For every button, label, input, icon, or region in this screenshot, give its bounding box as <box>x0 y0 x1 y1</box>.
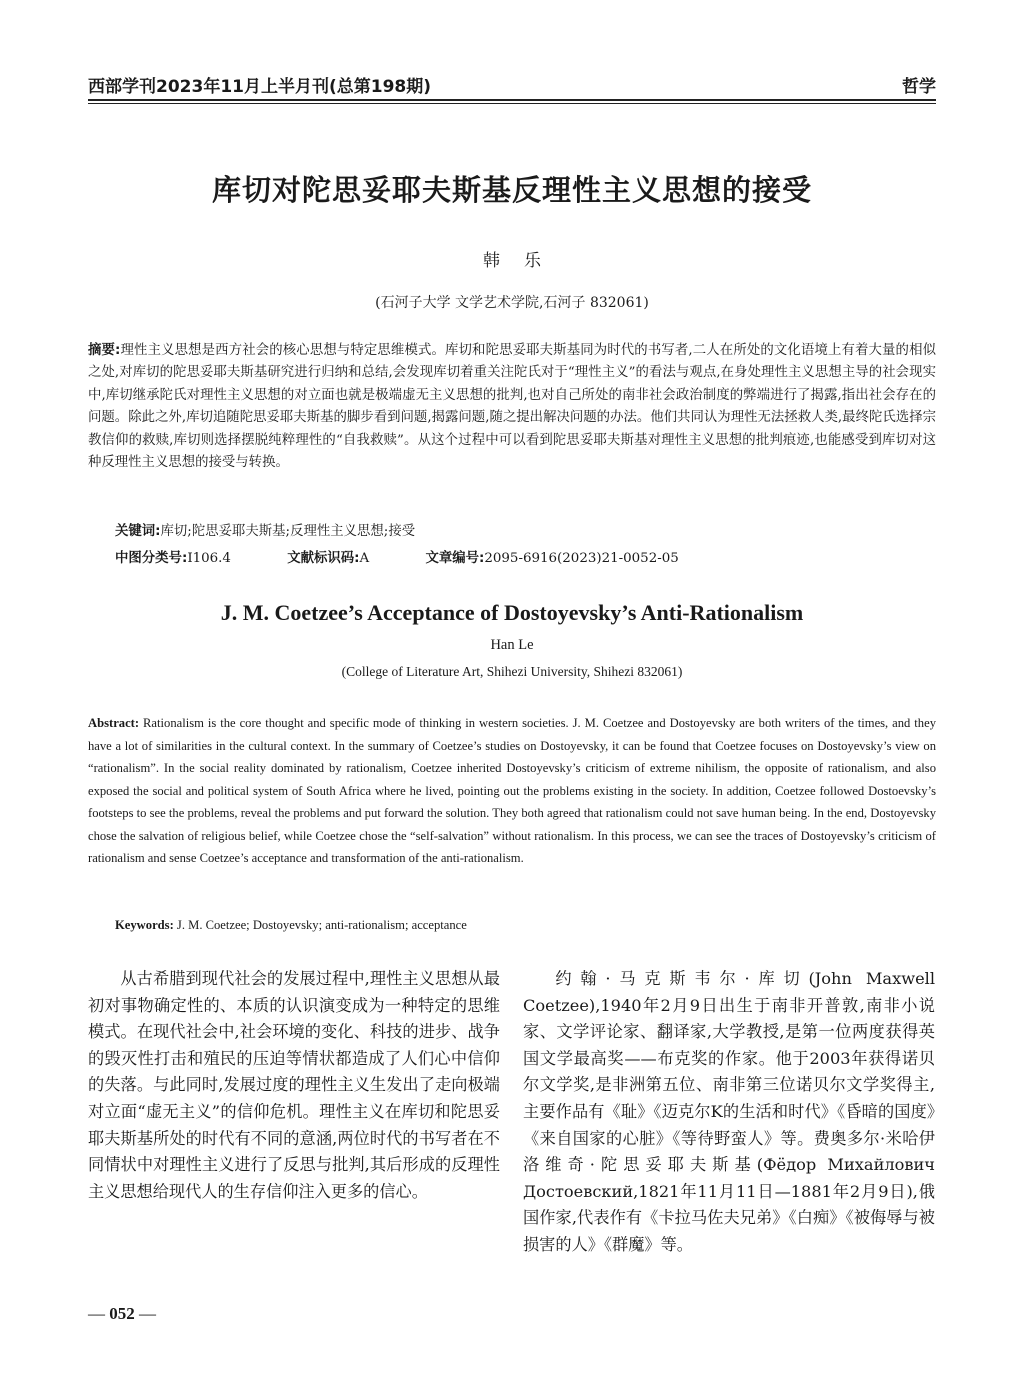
abstract-cn-label: 摘要: <box>88 343 121 358</box>
page-number: — 052 — <box>88 1304 156 1323</box>
abstract-en <box>88 712 936 870</box>
abstract-cn <box>88 340 936 474</box>
keywords-cn-label: 关键词: <box>115 524 161 539</box>
keywords-en-text: J. M. Coetzee; Dostoyevsky; anti-rationalism; acceptance <box>176 918 467 932</box>
doc-code-value: A <box>359 551 370 566</box>
doc-code-label: 文献标识码: <box>287 551 360 566</box>
keywords-en-label: Keywords: <box>115 918 174 932</box>
article-no-item <box>425 551 678 566</box>
header-rule-thin <box>88 103 936 104</box>
author-cn: 韩乐 <box>483 251 565 271</box>
clc-item <box>115 551 231 566</box>
abstract-en-label: Abstract: <box>88 716 140 730</box>
body-column-right: 约翰·马克斯韦尔·库切(John Maxwell Coetzee),1940年2月9日出生于南非开普敦,南非小说家、文学评论家、翻译家,大学教授,是第一位两度获得英国文学最高奖——布克奖的作家。他于2003年获得诺贝尔文学奖,是非洲第五位、南非第三位诺贝尔文学奖得主,主要作品有《耻》《迈克尔K的生活和时代》《昏暗的国度》《来自国家的心脏》《等待野蛮人》等。费奥多尔·米哈伊洛维奇·陀思妥耶夫斯基(Фёдор Михайлович Достоевский,1821年11月11日—1881年2月9日),俄国作家,代表作有《卡拉马佐夫兄弟》《白痴》《被侮辱与被损害的人》《群魔》等。 <box>523 969 935 1254</box>
keywords-cn-text: 库切;陀思妥耶夫斯基;反理性主义思想;接受 <box>160 524 416 539</box>
abstract-cn-text: 理性主义思想是西方社会的核心思想与特定思维模式。库切和陀思妥耶夫斯基同为时代的书写者,二人在所处的文化语境上有着大量的相似之处,对库切的陀思妥耶夫斯基研究进行归纳和总结,会发现库切着重关注陀氏对于“理性主义”的看法与观点,在身处理性主义思想主导的社会现实中,库切继承陀氏对理性主义思想的对立面也就是极端虚无主义思想的批判,也对自己所处的南非社会政治制度的弊端进行了揭露,指出社会存在的问题。除此之外,库切追随陀思妥耶夫斯基的脚步看到问题,揭露问题,随之提出解决问题的办法。他们共同认为理性无法拯救人类,最终陀氏选择宗教信仰的救赎,库切则选择摆脱纯粹理性的“自我救赎”。从这个过程中可以看到陀思妥耶夫斯基对理性主义思想的批判痕迹,也能感受到库切对这种反理性主义思想的接受与转换。 <box>88 343 936 471</box>
article-metadata <box>115 547 935 566</box>
article-title-en: J. M. Coetzee’s Acceptance of Dostoyevsky’s Anti-Rationalism <box>220 600 804 625</box>
page-number-value: 052 <box>109 1304 135 1323</box>
keywords-en <box>115 918 935 933</box>
article-no-label: 文章编号: <box>425 551 485 566</box>
article-title-cn: 库切对陀思妥耶夫斯基反理性主义思想的接受 <box>211 173 812 207</box>
clc-value: I106.4 <box>187 551 231 566</box>
affiliation-en: (College of Literature Art, Shihezi University, Shihezi 832061) <box>341 664 683 679</box>
journal-issue: 西部学刊2023年11月上半月刊(总第198期) <box>88 77 431 97</box>
article-no-value: 2095-6916(2023)21-0052-05 <box>484 551 679 566</box>
running-header <box>88 68 936 100</box>
section-label: 哲学 <box>902 77 936 97</box>
affiliation-cn: (石河子大学 文学艺术学院,石河子 832061) <box>375 295 649 311</box>
doc-code-item <box>287 551 369 566</box>
abstract-en-text: Rationalism is the core thought and specific mode of thinking in western societies. J. M. Coetzee and Dostoyevsky are both writers of the times, and they have a lot of similarities in the cultural context. In the summary of Coetzee’s studies on Dostoyevsky, it can be found that Coetzee focuses on Dostoyevsky’s view on “rationalism”. In the social reality dominated by rationalism, Coetzee inherited Dostoyevsky’s criticism of extreme nihilism, the opposite of rationalism, and also exposed the social and political system of South Africa where he lived, pointing out the problems existing in the society. In addition, Coetzee followed Dostoevsky’s footsteps to see the problems, reveal the problems and put forward the solution. They both agreed that rationalism could not save human being. In the end, Dostoyevsky chose the salvation of religious belief, while Coetzee chose the “self-salvation” without rationalism. In this process, we can see the traces of Dostoyevsky’s criticism of rationalism and sense Coetzee’s acceptance and transformation of the anti-rationalism. <box>88 716 936 865</box>
keywords-cn <box>115 520 935 539</box>
header-rule <box>88 99 936 101</box>
author-en: Han Le <box>490 637 534 653</box>
body-column-left: 从古希腊到现代社会的发展过程中,理性主义思想从最初对事物确定性的、本质的认识演变成为一种特定的思维模式。在现代社会中,社会环境的变化、科技的进步、战争的毁灭性打击和殖民的压迫等情状都造成了人们心中信仰的失落。与此同时,发展过度的理性主义生发出了走向极端对立面“虚无主义”的信仰危机。理性主义在库切和陀思妥耶夫斯基所处的时代有不同的意涵,两位时代的书写者在不同情状中对理性主义进行了反思与批判,其后形成的反理性主义思想给现代人的生存信仰注入更多的信心。 <box>88 969 500 1201</box>
clc-label: 中图分类号: <box>115 551 188 566</box>
